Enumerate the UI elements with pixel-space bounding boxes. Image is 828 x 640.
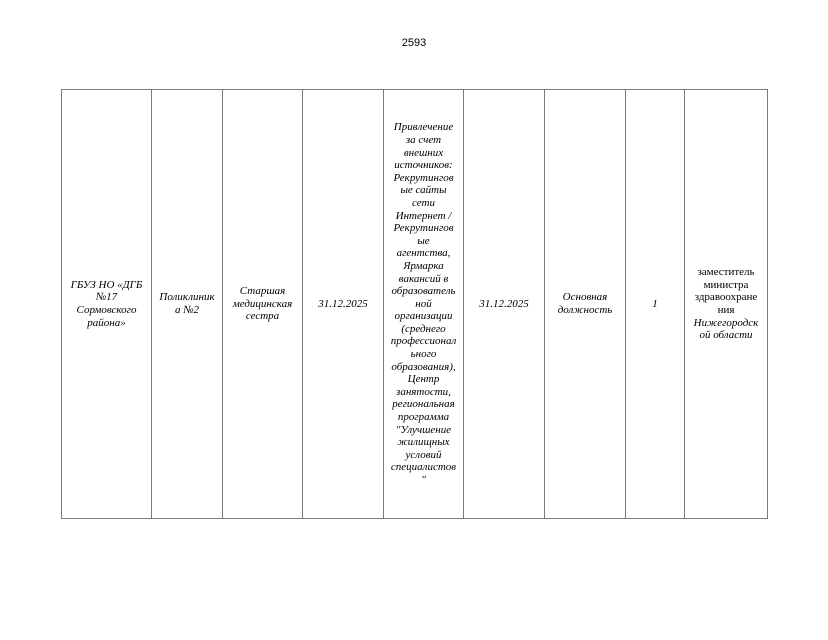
sources-line: " [421,474,426,487]
sources-line: за счет [405,133,442,146]
sources-line: Привлечение [393,121,454,134]
responsible-line: министра [703,278,749,291]
sources-line: источников: [394,159,453,172]
date-cell-1 [303,90,384,519]
sources-line: образователь [391,285,456,298]
subdivision-line: а №2 [174,304,200,316]
organization-line: №17 [95,291,118,304]
sources-line: специалистов [390,461,457,474]
sources-line: Ярмарка [403,259,444,272]
date-value-1: 31.12.2025 [318,297,368,310]
sources-line: ьного [410,348,437,361]
organization-line: района» [87,316,126,329]
sources-line: (среднего [401,322,446,335]
responsible-line: заместитель [697,266,755,279]
organization-line: Сормовского [76,304,137,316]
subdivision-cell [152,90,223,519]
organization-cell [62,90,152,519]
sources-line: ной [415,297,432,310]
count-value: 1 [652,297,658,310]
position-line: сестра [245,310,280,323]
sources-line: программа [397,411,450,424]
responsible-line: ой области [699,329,753,342]
responsible-line: Нижегородск [693,316,759,329]
position-line: Старшая [239,285,286,298]
organization-line: ГБУЗ НО «ДГБ [70,278,143,291]
count-cell [626,90,685,519]
table-row [62,90,768,519]
sources-line: жилищных [397,436,450,449]
employment-type-line: Основная [562,291,608,304]
sources-line: условий [405,448,442,461]
sources-line: вакансий в [398,272,449,285]
employment-type-line: должность [557,304,613,316]
sources-line: ые сайты [400,184,447,197]
document-table [61,89,768,519]
sources-line: Рекрутингов [393,171,454,184]
sources-line: агентства, [396,247,451,260]
responsible-cell [685,90,768,519]
sources-line: занятости, [396,385,451,398]
sources-line: Центр [407,373,440,386]
sources-line: профессионал [390,335,457,348]
sources-line: сети [412,196,435,209]
sources-cell [384,90,464,519]
sources-line: региональная [392,398,455,411]
sources-line: ые [417,234,430,247]
employment-type-cell [545,90,626,519]
subdivision-line: Поликлиник [159,291,215,304]
sources-line: образования), [391,360,456,373]
responsible-line: ния [717,304,735,316]
sources-line: Интернет / [395,209,452,222]
date-value-2: 31.12.2025 [479,297,529,310]
position-cell [223,90,303,519]
responsible-line: здравоохране [694,291,758,304]
sources-line: "Улучшение [395,423,452,436]
sources-line: внешних [403,146,444,159]
date-cell-2 [464,90,545,519]
position-line: медицинская [232,297,293,310]
sources-line: организации [394,310,453,323]
page-number: 2593 [401,37,427,49]
sources-line: Рекрутингов [393,222,454,235]
